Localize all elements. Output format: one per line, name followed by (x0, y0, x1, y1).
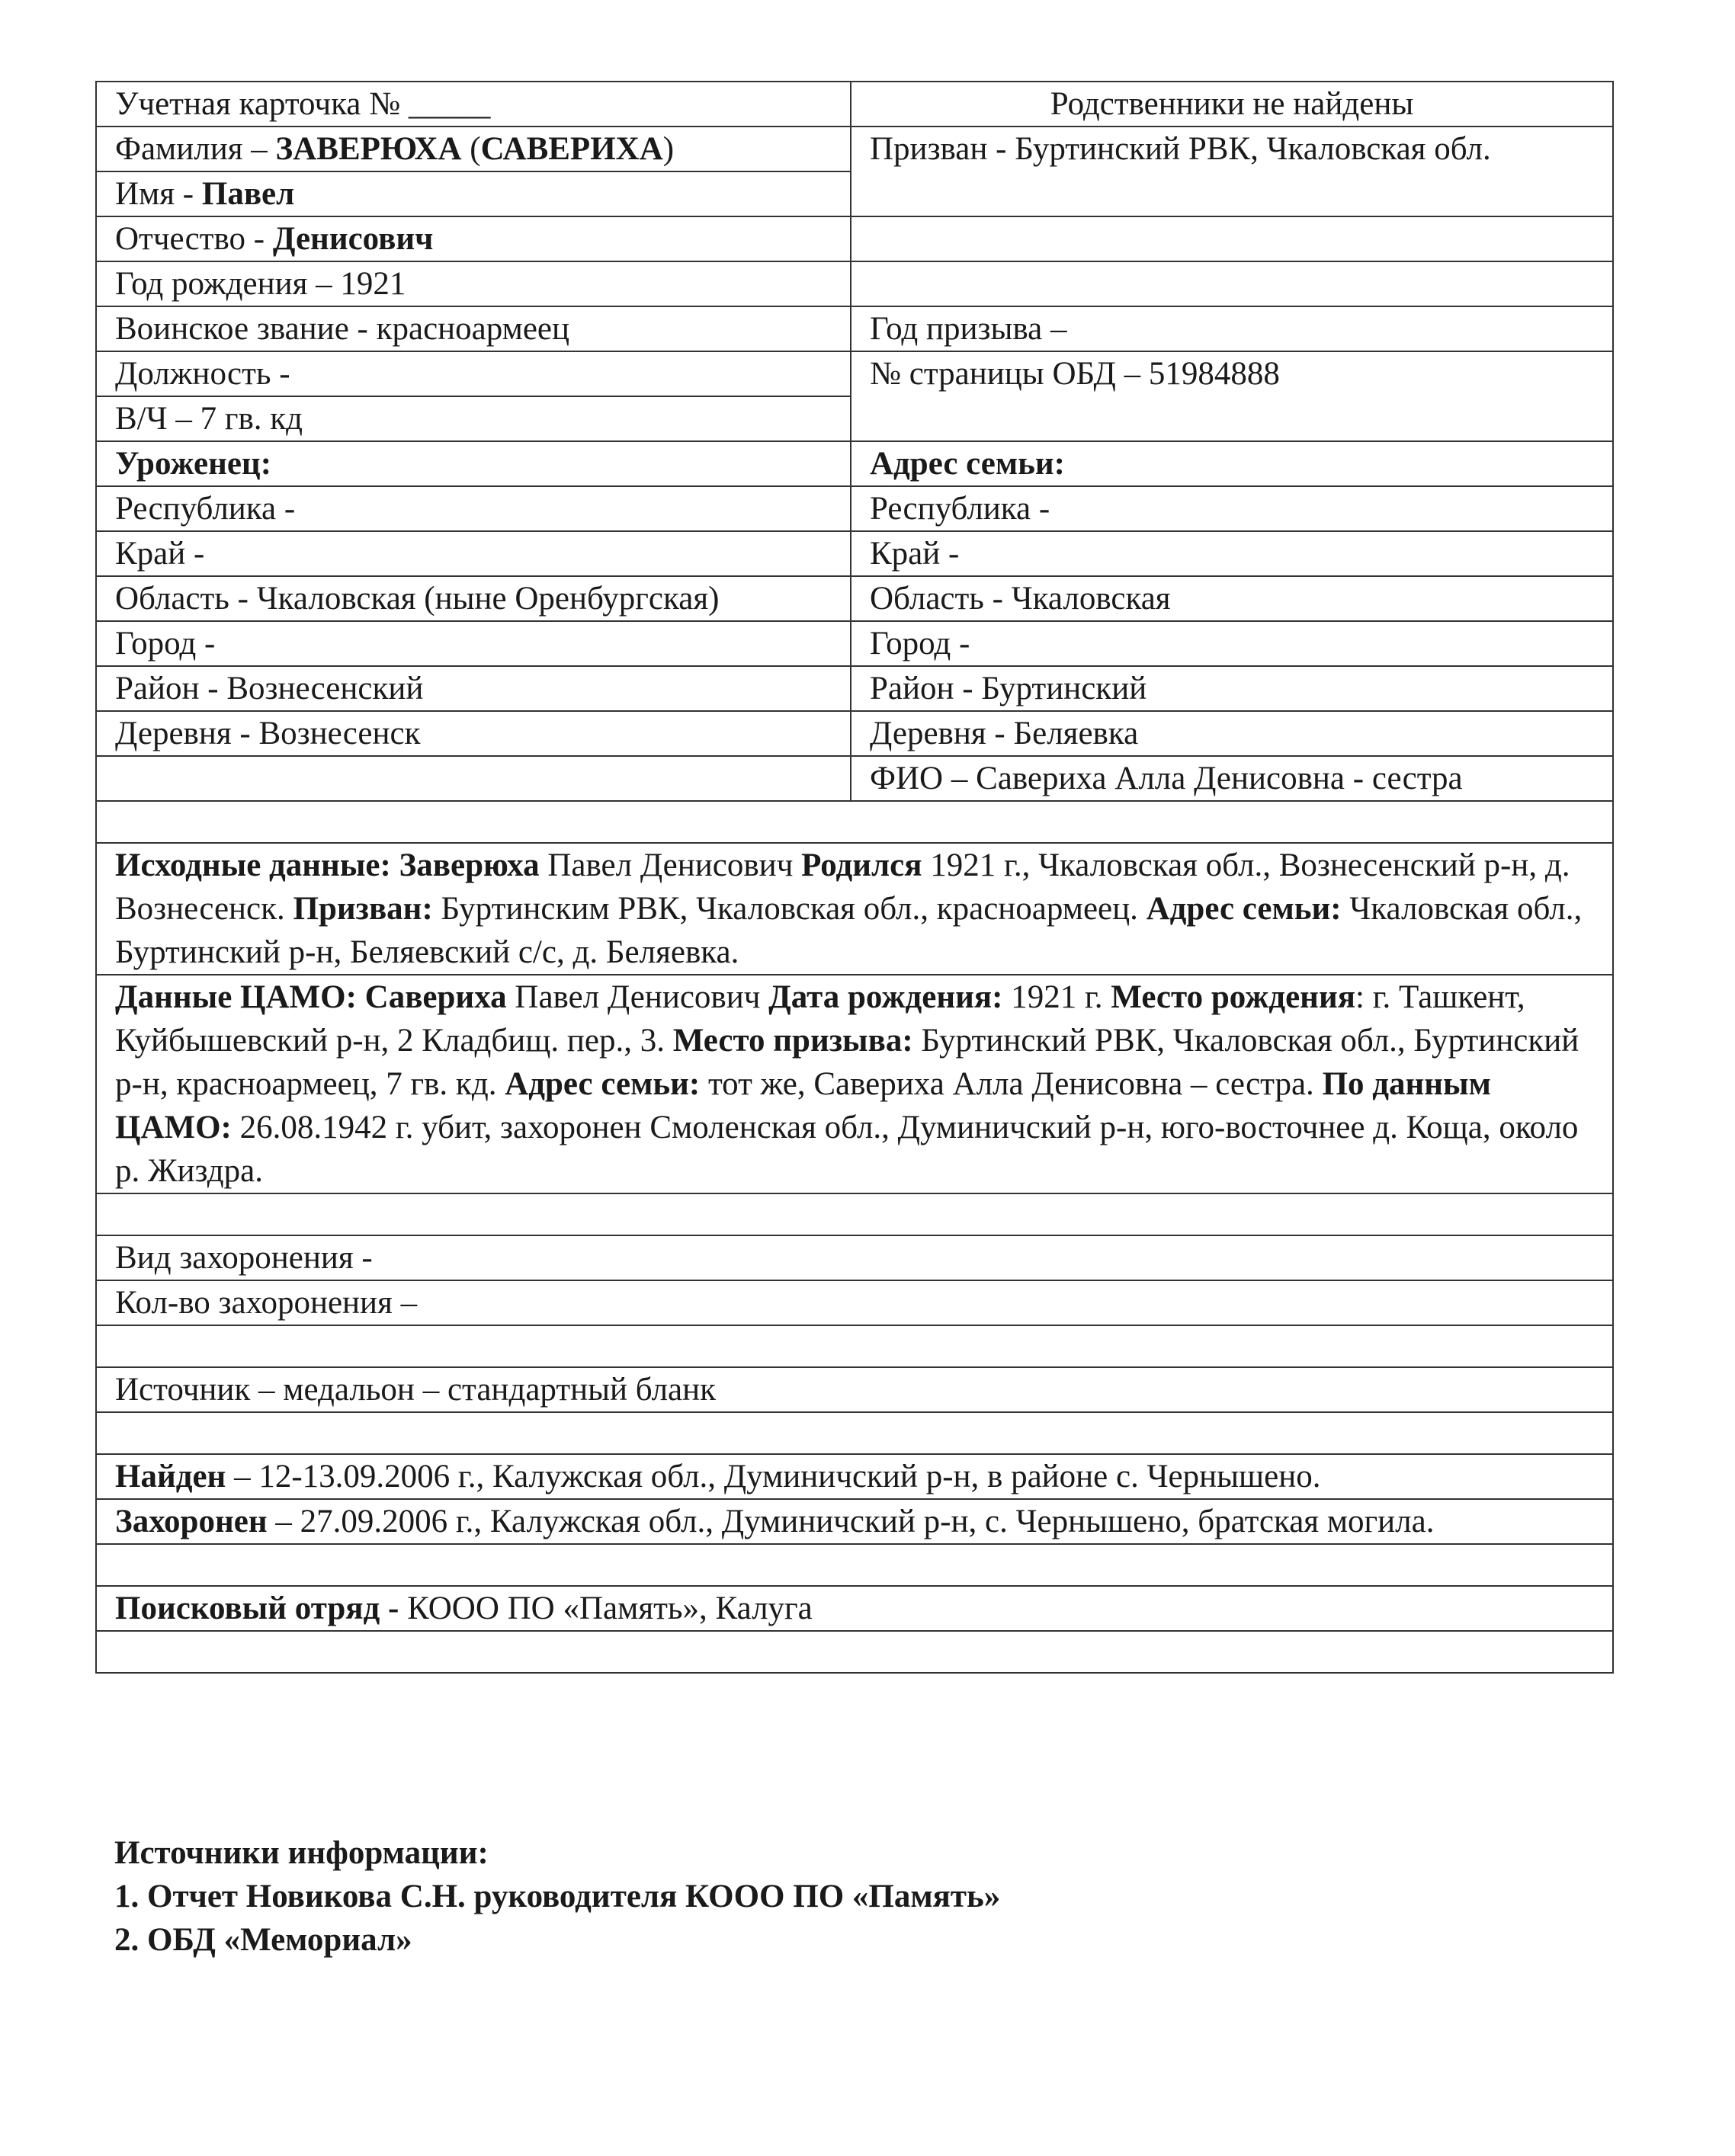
relatives-status: Родственники не найдены (851, 82, 1613, 127)
conscripted-field: Призван - Буртинский РВК, Чкаловская обл. (851, 127, 1613, 216)
position-field: Должность - (96, 351, 851, 396)
tsamo-data-paragraph: Данные ЦАМО: Савериха Павел Денисович Дата рождения: 1921 г. Место рождения: г. Ташкент, Куйбышевский р-н, 2 Кладбищ. пер., 3. Место призыва: Буртинский РВК, Чкаловская обл., Буртинский р-н, красноармеец, 7 гв. кд. Адрес семьи: тот же, Савериха Алла Денисовна – сестра. По данным ЦАМО: 26.08.1942 г. убит, захоронен Смоленская обл., Думиничский р-н, юго-восточнее д. Коща, около р. Жиздра. (96, 975, 1613, 1193)
table-row (96, 666, 1613, 711)
empty-cell (96, 1193, 1613, 1235)
table-row (96, 1367, 1613, 1412)
table-row (96, 1280, 1613, 1325)
table-row (96, 441, 1613, 486)
empty-cell (96, 1631, 1613, 1673)
empty-cell (96, 1325, 1613, 1367)
record-table (95, 81, 1614, 1674)
source-item: 2. ОБД «Мемориал» (114, 1922, 412, 1958)
family-header: Адрес семьи: (851, 441, 1613, 486)
native-header: Уроженец: (96, 441, 851, 486)
family-district: Район - Буртинский (851, 666, 1613, 711)
table-row (96, 1544, 1613, 1586)
empty-cell (851, 216, 1613, 261)
table-row (96, 843, 1613, 975)
native-oblast: Область - Чкаловская (ныне Оренбургская) (96, 576, 851, 621)
empty-cell (851, 261, 1613, 306)
birth-year-field: Год рождения – 1921 (96, 261, 851, 306)
table-row (96, 306, 1613, 351)
buried-field: Захоронен – 27.09.2006 г., Калужская обл., Думиничский р-н, с. Чернышено, братская могила. (96, 1499, 1613, 1544)
native-city: Город - (96, 621, 851, 666)
table-row (96, 621, 1613, 666)
surname-field: Фамилия – ЗАВЕРЮХА (САВЕРИХА) (96, 127, 851, 171)
family-oblast: Область - Чкаловская (851, 576, 1613, 621)
table-row (96, 1586, 1613, 1631)
table-row (96, 82, 1613, 127)
table-row (96, 216, 1613, 261)
found-field: Найден – 12-13.09.2006 г., Калужская обл., Думиничский р-н, в районе с. Чернышено. (96, 1454, 1613, 1499)
native-village: Деревня - Вознесенск (96, 711, 851, 756)
sources-title: Источники информации: (114, 1835, 489, 1871)
table-row (96, 1499, 1613, 1544)
table-row (96, 1193, 1613, 1235)
table-row (96, 576, 1613, 621)
family-village: Деревня - Беляевка (851, 711, 1613, 756)
obd-page-field: № страницы ОБД – 51984888 (851, 351, 1613, 441)
family-krai: Край - (851, 531, 1613, 576)
unit-field: В/Ч – 7 гв. кд (96, 396, 851, 441)
table-row (96, 711, 1613, 756)
surname-alt-value: САВЕРИХА (480, 131, 663, 167)
burial-type-field: Вид захоронения - (96, 1235, 1613, 1280)
table-row (96, 975, 1613, 1193)
rank-field: Воинское звание - красноармеец (96, 306, 851, 351)
empty-cell (96, 756, 851, 801)
table-row (96, 486, 1613, 531)
patronymic-value: Денисович (272, 221, 434, 257)
patronymic-field: Отчество - Денисович (96, 216, 851, 261)
family-republic: Республика - (851, 486, 1613, 531)
table-row (96, 1412, 1613, 1454)
table-row (96, 127, 1613, 171)
surname-value: ЗАВЕРЮХА (275, 131, 462, 167)
native-krai: Край - (96, 531, 851, 576)
table-row (96, 261, 1613, 306)
name-field: Имя - Павел (96, 171, 851, 216)
empty-cell (96, 1544, 1613, 1586)
empty-cell (96, 801, 1613, 843)
record-card (95, 81, 1612, 1674)
table-row (96, 756, 1613, 801)
sources-section (114, 1831, 1000, 1962)
search-team-field: Поисковый отряд - КООО ПО «Память», Калуга (96, 1586, 1613, 1631)
table-row (96, 531, 1613, 576)
draft-year-field: Год призыва – (851, 306, 1613, 351)
table-row (96, 1454, 1613, 1499)
family-fio: ФИО – Савериха Алла Денисовна - сестра (851, 756, 1613, 801)
table-row (96, 351, 1613, 396)
native-republic: Республика - (96, 486, 851, 531)
family-city: Город - (851, 621, 1613, 666)
source-data-paragraph: Исходные данные: Заверюха Павел Денисович Родился 1921 г., Чкаловская обл., Вознесенский р-н, д. Вознесенск. Призван: Буртинским РВК, Чкаловская обл., красноармеец. Адрес семьи: Чкаловская обл., Буртинский р-н, Беляевский с/с, д. Беляевка. (96, 843, 1613, 975)
empty-cell (96, 1412, 1613, 1454)
table-row (96, 1235, 1613, 1280)
source-field: Источник – медальон – стандартный бланк (96, 1367, 1613, 1412)
table-row (96, 801, 1613, 843)
native-district: Район - Вознесенский (96, 666, 851, 711)
table-row (96, 1631, 1613, 1673)
name-value: Павел (201, 176, 295, 212)
source-item: 1. Отчет Новикова С.Н. руководителя КООО ПО «Память» (114, 1879, 1001, 1914)
card-number: Учетная карточка № _____ (96, 82, 851, 127)
burial-count-field: Кол-во захоронения – (96, 1280, 1613, 1325)
table-row (96, 1325, 1613, 1367)
